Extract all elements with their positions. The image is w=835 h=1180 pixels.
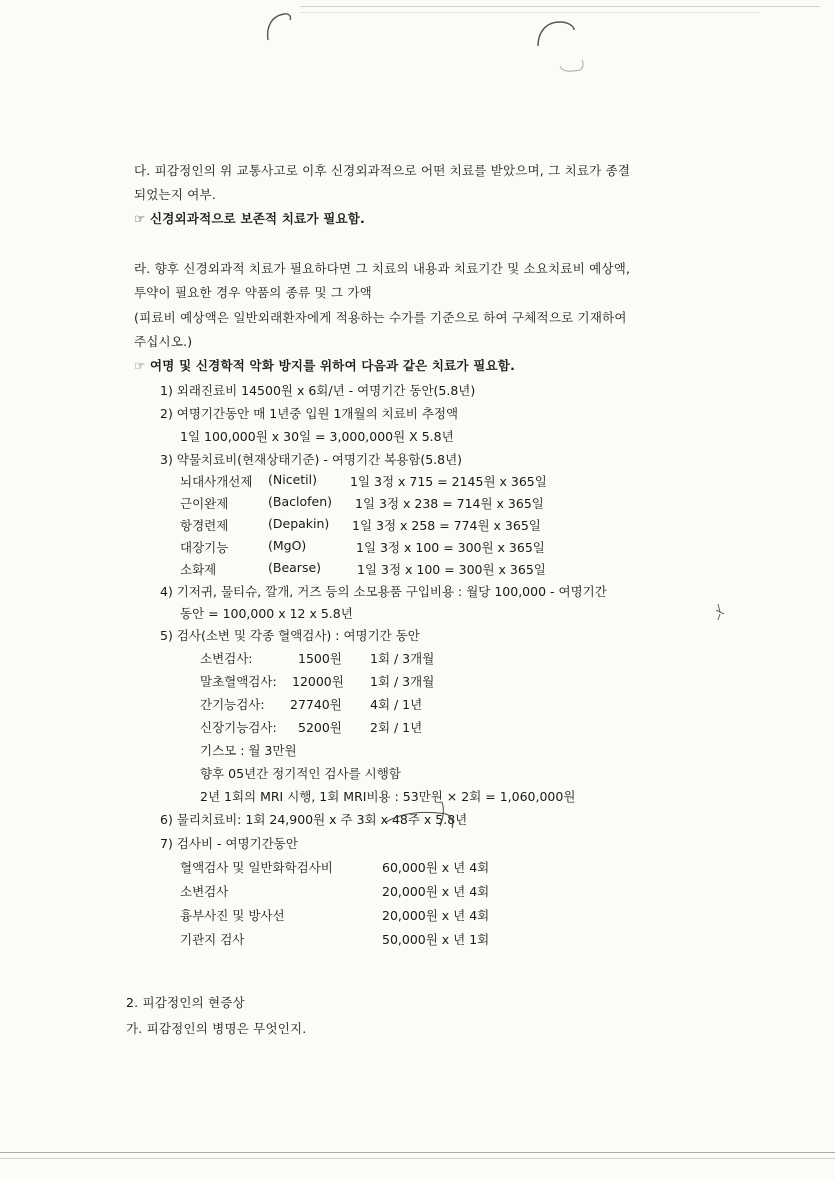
test-name: 말초혈액검사:	[200, 674, 277, 689]
exam-name: 흉부사진 및 방사선	[180, 908, 285, 923]
item-5-extra3: 2년 1회의 MRI 시행, 1회 MRI비용 : 53만원 × 2회 = 1,060,000원	[200, 789, 576, 804]
exam-name: 소변검사	[180, 884, 229, 899]
test-frequency: 1회 / 3개월	[370, 674, 435, 689]
item-4-line2: 동안 = 100,000 x 12 x 5.8년	[180, 606, 353, 621]
medication-brand: (Depakin)	[268, 516, 330, 531]
punch-hole-mark-left	[262, 8, 302, 44]
handwritten-annotation	[380, 796, 470, 832]
test-cost: 1500원	[298, 651, 342, 666]
item-7: 7) 검사비 - 여명기간동안	[160, 836, 298, 851]
medication-name: 소화제	[180, 562, 217, 577]
test-cost: 12000원	[292, 674, 344, 689]
medication-brand: (Baclofen)	[268, 494, 332, 509]
item-6: 6) 물리치료비: 1회 24,900원 x 주 3회 x 48주 x 5.8년	[160, 812, 468, 827]
question-da-line2: 되었는지 여부.	[134, 187, 216, 202]
answer-ra	[134, 356, 515, 374]
medication-name: 대장기능	[180, 540, 229, 555]
item-2-line1: 2) 여명기간동안 매 1년중 입원 1개월의 치료비 추정액	[160, 406, 459, 421]
exam-cost: 50,000원 x 년 1회	[382, 932, 490, 947]
exam-name: 기관지 검사	[180, 932, 245, 947]
pointing-hand-icon: ☞	[134, 358, 146, 373]
item-4-line1: 4) 기저귀, 물티슈, 깔개, 거즈 등의 소모용품 구입비용 : 월당 100,000 - 여명기간	[160, 584, 607, 599]
note-ra-line2: 주십시오.)	[134, 334, 193, 349]
exam-name: 혈액검사 및 일반화학검사비	[180, 860, 333, 875]
test-frequency: 1회 / 3개월	[370, 651, 435, 666]
scan-edge-line	[0, 1152, 835, 1153]
item-2-line2: 1일 100,000원 x 30일 = 3,000,000원 X 5.8년	[180, 429, 454, 444]
pointing-hand-icon: ☞	[134, 211, 146, 226]
medication-dose: 1일 3정 x 715 = 2145원 x 365일	[350, 474, 547, 489]
section-2-heading: 2. 피감정인의 현증상	[126, 995, 245, 1010]
test-cost: 5200원	[298, 720, 342, 735]
medication-dose: 1일 3정 x 100 = 300원 x 365일	[357, 562, 546, 577]
scan-edge-line	[0, 1158, 835, 1159]
answer-da-text: 신경외과적으로 보존적 치료가 필요함.	[149, 211, 365, 226]
answer-da	[134, 209, 365, 227]
punch-hole-mark-right	[532, 14, 582, 50]
exam-cost: 20,000원 x 년 4회	[382, 908, 490, 923]
item-1: 1) 외래진료비 14500원 x 6회/년 - 여명기간 동안(5.8년)	[160, 383, 476, 398]
answer-ra-text: 여명 및 신경학적 악화 방지를 위하여 다음과 같은 치료가 필요함.	[149, 358, 516, 373]
test-frequency: 2회 / 1년	[370, 720, 423, 735]
medication-dose: 1일 3정 x 258 = 774원 x 365일	[352, 518, 541, 533]
test-name: 소변검사:	[200, 651, 253, 666]
test-name: 간기능검사:	[200, 697, 265, 712]
question-da-line1: 다. 피감정인의 위 교통사고로 이후 신경외과적으로 어떤 치료를 받았으며, 그 치료가 종결	[134, 163, 631, 178]
item-3: 3) 약물치료비(현재상태기준) - 여명기간 복용함(5.8년)	[160, 452, 463, 467]
item-5-extra1: 기스모 : 월 3만원	[200, 743, 297, 758]
medication-brand: (MgO)	[268, 538, 307, 553]
section-2-question: 가. 피감정인의 병명은 무엇인지.	[126, 1021, 307, 1036]
medication-brand: (Nicetil)	[268, 472, 317, 487]
note-ra-line1: (피료비 예상액은 일반외래환자에게 적용하는 수가를 기준으로 하여 구체적으로 기재하여	[134, 310, 627, 325]
scan-edge-line	[300, 6, 820, 7]
test-name: 신장기능검사:	[200, 720, 277, 735]
test-frequency: 4회 / 1년	[370, 697, 423, 712]
medication-name: 뇌대사개선제	[180, 474, 253, 489]
exam-cost: 20,000원 x 년 4회	[382, 884, 490, 899]
question-ra-line1: 라. 향후 신경외과적 치료가 필요하다면 그 치료의 내용과 치료기간 및 소요치료비 예상액,	[134, 261, 631, 276]
scan-edge-line	[300, 12, 760, 13]
scan-speck	[712, 602, 730, 624]
medication-dose: 1일 3정 x 238 = 714원 x 365일	[355, 496, 544, 511]
item-5: 5) 검사(소변 및 각종 혈액검사) : 여명기간 동안	[160, 628, 420, 643]
test-cost: 27740원	[290, 697, 342, 712]
scan-smudge	[556, 52, 590, 76]
medication-brand: (Bearse)	[268, 560, 322, 575]
exam-cost: 60,000원 x 년 4회	[382, 860, 490, 875]
question-ra-line2: 투약이 필요한 경우 약품의 종류 및 그 가액	[134, 285, 372, 300]
medication-dose: 1일 3정 x 100 = 300원 x 365일	[356, 540, 545, 555]
item-5-extra2: 향후 05년간 정기적인 검사를 시행함	[200, 766, 401, 781]
medication-name: 근이완제	[180, 496, 229, 511]
medication-name: 항경련제	[180, 518, 229, 533]
